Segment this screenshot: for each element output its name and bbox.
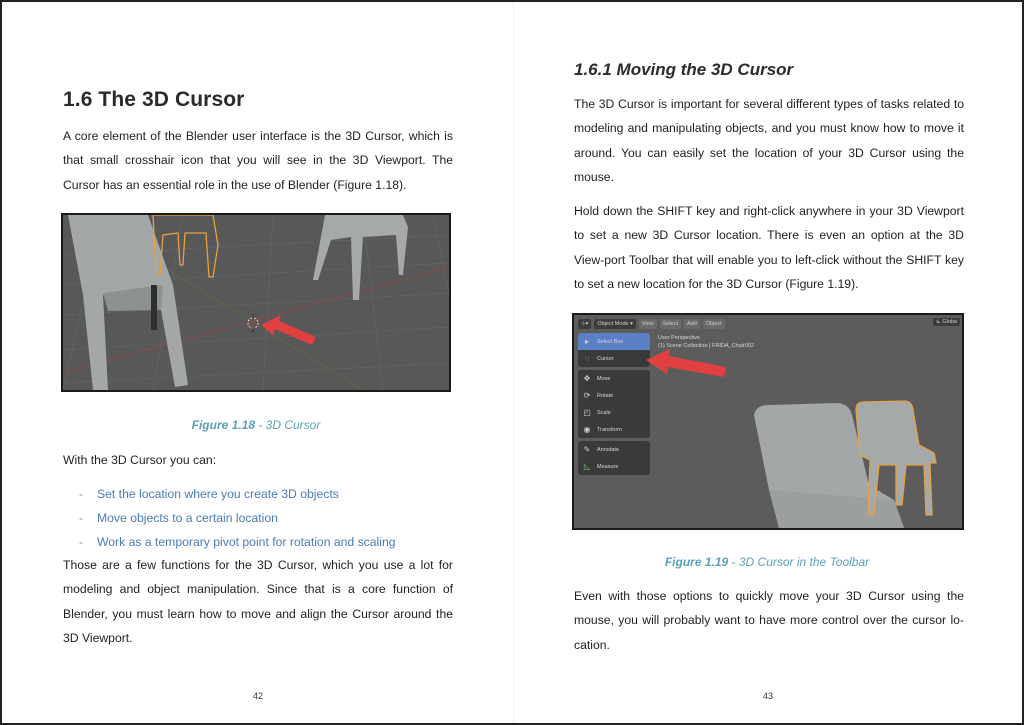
cursor-icon: ◌ [584, 354, 590, 363]
caption-separator: - [255, 418, 266, 432]
tool-label: Select Box [597, 338, 624, 345]
subsection-title: 1.6.1 Moving the 3D Cursor [574, 60, 794, 79]
editor-type-icon[interactable]: ⊹▾ [578, 319, 591, 329]
blender-viewport [574, 315, 962, 528]
tool-label: Rotate [597, 392, 614, 399]
tool-label: Measure [597, 463, 619, 470]
tool-measure[interactable] [578, 458, 650, 475]
bullet-dash: - [79, 535, 84, 549]
tool-label: Transform [597, 426, 622, 433]
list-item [63, 506, 453, 530]
menu-add[interactable]: Add [684, 319, 700, 329]
figure-1-19-caption [572, 555, 962, 569]
section-title: 1.6 The 3D Cursor [63, 88, 245, 111]
tool-group-annotate [578, 441, 650, 475]
paragraph-3: Even with those options to quickly move your 3D Cursor using the mouse, you will probably want to have more control over the cursor lo-cation. [574, 589, 964, 652]
figure-title: 3D Cursor [265, 418, 321, 432]
tool-shelf [578, 333, 650, 478]
figure-1-18-caption [61, 418, 451, 432]
tool-label: Annotate [597, 446, 620, 453]
scale-icon: ◰ [583, 408, 591, 417]
feature-list [63, 482, 453, 554]
paragraph-1: The 3D Cursor is important for several different types of tasks related to modeling and manipulating objects, and you must know how to move it around. You can easily set the location of your 3D Cursor using the mouse. [574, 97, 964, 184]
measure-icon: ◺ [583, 462, 591, 471]
red-arrow-icon [261, 315, 316, 345]
viewport-collection: (1) Scene Collection | FRIDA_Chair002 [658, 343, 754, 349]
figure-1-18-image [61, 213, 451, 392]
tool-move[interactable] [578, 370, 650, 387]
tool-scale[interactable] [578, 404, 650, 421]
list-item [63, 482, 453, 506]
list-intro: With the 3D Cursor you can: [63, 453, 217, 467]
tool-group-select [578, 333, 650, 367]
global-label: Globa [942, 319, 957, 325]
list-item-text: Move objects to a certain location [97, 511, 278, 525]
annotate-icon: ✎ [583, 445, 591, 454]
menu-object[interactable]: Object [703, 319, 725, 329]
caption-separator: - [728, 555, 739, 569]
closing-paragraph: Those are a few functions for the 3D Cursor, which you use a lot for modeling and object manipulation. Since that is a core function of Blender, you must learn how to move and align the Cursor around the 3D Viewport. [63, 558, 453, 645]
list-item [63, 530, 453, 554]
3d-cursor-crosshair [248, 314, 258, 332]
move-icon: ✥ [583, 374, 591, 383]
viewport-perspective: User Perspective [658, 335, 700, 341]
bullet-dash: - [79, 487, 84, 501]
tool-transform[interactable] [578, 421, 650, 438]
object-mode-dropdown[interactable]: Object Mode ▾ [594, 319, 635, 329]
viewport-scene-illustration [63, 215, 449, 390]
figure-label: Figure 1.19 [664, 555, 729, 569]
left-page [2, 2, 512, 723]
figure-1-19-image [572, 313, 964, 530]
chair-right [313, 215, 408, 300]
bullet-dash: - [79, 511, 84, 525]
figure-label: Figure 1.18 [191, 418, 255, 432]
page-number-right: 43 [763, 691, 774, 701]
transform-orientation-global[interactable]: ⊾ Globa [933, 318, 960, 326]
menu-select[interactable]: Select [660, 319, 681, 329]
transform-icon: ◉ [583, 425, 591, 434]
right-page [514, 2, 1024, 723]
intro-paragraph: A core element of the Blender user interface is the 3D Cursor, which is that small crosshair icon that you will see in the 3D Viewport. The Cursor has an essential role in the use of Blender (Figure 1.18). [63, 129, 453, 192]
viewport-3d [63, 215, 449, 390]
paragraph-2: Hold down the SHIFT key and right-click anywhere in your 3D Viewport to set a new 3D Cursor location. There is even an option at the 3D View-port Toolbar that will enable you to left-click without the SHIFT key to set a new location for the 3D Cursor (Figure 1.19). [574, 204, 964, 291]
select-box-icon: ▸ [584, 337, 589, 346]
list-item-text: Set the location where you create 3D objects [97, 487, 339, 501]
tool-label: Move [597, 375, 611, 382]
tool-group-transform [578, 370, 650, 438]
rotate-icon: ⟳ [583, 391, 591, 400]
list-item-text: Work as a temporary pivot point for rotation and scaling [97, 535, 396, 549]
menu-view[interactable]: View [639, 319, 657, 329]
figure-title: 3D Cursor in the Toolbar [738, 555, 870, 569]
page-number-left: 42 [253, 691, 264, 701]
tool-select-box[interactable] [578, 333, 650, 350]
tool-label: Scale [597, 409, 611, 416]
tool-cursor[interactable] [578, 350, 650, 367]
viewport-info [658, 334, 754, 350]
object-mode-label: Object Mode [597, 321, 629, 327]
chair-left [68, 215, 188, 390]
viewport-header [578, 318, 725, 330]
chair-selected [856, 401, 936, 515]
tool-label: Cursor [597, 355, 614, 362]
tool-annotate[interactable] [578, 441, 650, 458]
tool-rotate[interactable] [578, 387, 650, 404]
